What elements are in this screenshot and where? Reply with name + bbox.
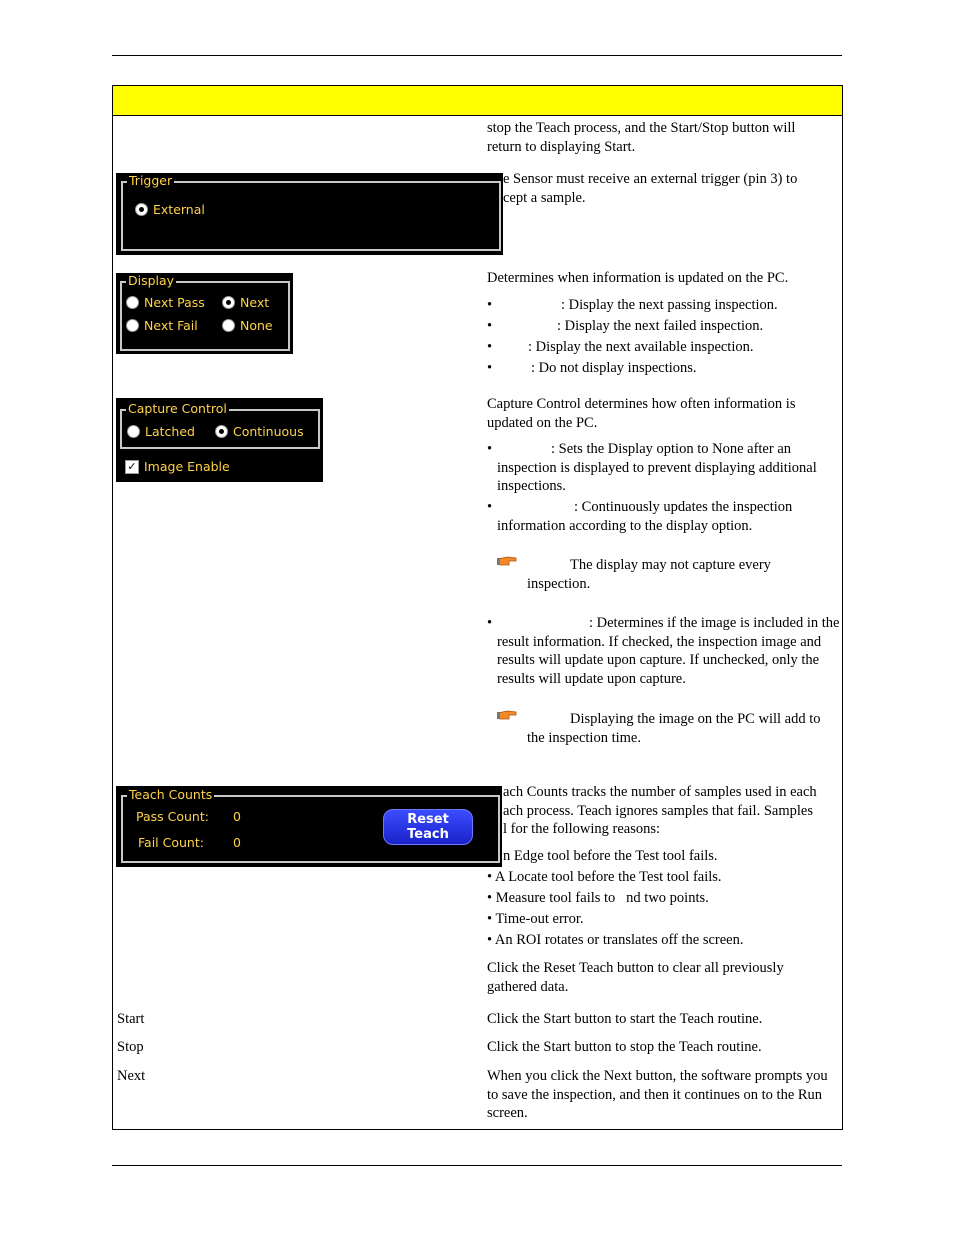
pass-count-value: 0 xyxy=(233,809,241,824)
capture-bullet-dot: • xyxy=(487,499,493,515)
display-bullet-dot: • xyxy=(487,318,493,334)
display-group-title: Display xyxy=(128,273,175,288)
teach-counts-desc-line-1: ach Counts tracks the number of samples used in each xyxy=(503,784,817,800)
image-enable-label: Image Enable xyxy=(144,459,230,474)
capture-latched-label: Latched xyxy=(145,424,195,439)
display-none-radio[interactable] xyxy=(222,319,235,332)
stop-desc: Click the Start button to stop the Teach routine. xyxy=(487,1039,762,1055)
pass-count-label: Pass Count: xyxy=(136,809,209,824)
display-next-label: Next xyxy=(240,295,270,310)
capture-control-panel xyxy=(116,398,323,482)
teach-counts-panel xyxy=(116,786,502,867)
capture-continuous-radio[interactable] xyxy=(215,425,228,438)
capture-control-group-title: Capture Control xyxy=(128,401,227,416)
display-intro: Determines when information is updated on the PC. xyxy=(487,270,789,286)
display-none-label: None xyxy=(240,318,273,333)
image-enable-checkbox[interactable]: ✓ xyxy=(125,460,139,474)
reset-teach-note: Click the Reset Teach button to clear all previously gathered data. xyxy=(487,960,784,995)
display-bullet-dot: • xyxy=(487,339,493,355)
display-next-pass-label: Next Pass xyxy=(144,295,205,310)
capture-continuous-desc: : Continuously updates the inspection information according to the display option. xyxy=(497,499,793,534)
reset-teach-button[interactable] xyxy=(383,809,473,845)
display-bullet-4: : Do not display inspections. xyxy=(531,360,697,376)
display-next-radio[interactable] xyxy=(222,296,235,309)
trigger-desc-line-2: cept a sample. xyxy=(503,190,586,206)
display-panel xyxy=(116,273,293,354)
start-label: Start xyxy=(117,1011,145,1027)
next-label: Next xyxy=(117,1068,146,1084)
pointing-hand-icon xyxy=(497,707,517,721)
capture-bullet-dot: • xyxy=(487,615,493,631)
trigger-panel xyxy=(116,173,503,255)
trigger-external-radio[interactable] xyxy=(135,203,148,216)
fail-count-label: Fail Count: xyxy=(138,835,204,850)
image-enable-desc: : Determines if the image is included in the result information. If checked, the inspection image and results will update upon capture. If unchecked, only the results will update upon capture. xyxy=(497,615,840,688)
teach-status-text: stop the Teach process, and the Start/Stop button will return to displaying Start. xyxy=(487,120,796,155)
capture-intro: Capture Control determines how often information is updated on the PC. xyxy=(487,396,796,431)
next-desc: When you click the Next button, the software prompts you to save the inspection, and then it continues on to the Run screen. xyxy=(487,1068,828,1122)
teach-counts-bullet-4: • Time-out error. xyxy=(487,911,584,927)
stop-label: Stop xyxy=(117,1039,144,1055)
pointing-hand-icon xyxy=(497,553,517,567)
reset-teach-button-line-2: Teach xyxy=(407,827,449,842)
display-bullet-dot: • xyxy=(487,297,493,313)
trigger-group-title: Trigger xyxy=(129,173,173,188)
display-next-fail-radio[interactable] xyxy=(126,319,139,332)
teach-counts-desc-line-2: ach process. Teach ignores samples that fail. Samples xyxy=(503,803,813,819)
trigger-desc-line-1: e Sensor must receive an external trigger (pin 3) to xyxy=(503,171,798,187)
display-next-pass-radio[interactable] xyxy=(126,296,139,309)
footer-rule xyxy=(112,1165,842,1166)
teach-counts-bullet-5: • An ROI rotates or translates off the screen. xyxy=(487,932,744,948)
capture-bullet-dot: • xyxy=(487,441,493,457)
teach-counts-bullet-3: • Measure tool fails to nd two points. xyxy=(487,890,709,906)
capture-continuous-label: Continuous xyxy=(233,424,304,439)
fail-count-value: 0 xyxy=(233,835,241,850)
display-bullet-3: : Display the next available inspection. xyxy=(528,339,754,355)
teach-counts-group-title: Teach Counts xyxy=(129,787,213,802)
display-bullet-1: : Display the next passing inspection. xyxy=(561,297,778,313)
header-rule xyxy=(112,55,842,56)
reset-teach-button-line-1: Reset xyxy=(407,812,449,827)
table-header-bar xyxy=(113,86,842,116)
capture-note-1: The display may not capture every inspection. xyxy=(527,557,771,592)
capture-note-2: Displaying the image on the PC will add to the inspection time. xyxy=(527,711,821,746)
trigger-external-label: External xyxy=(153,202,205,217)
start-desc: Click the Start button to start the Teach routine. xyxy=(487,1011,763,1027)
capture-latched-desc: : Sets the Display option to None after an inspection is displayed to prevent displaying additional inspections. xyxy=(497,441,817,495)
teach-counts-bullet-2: • A Locate tool before the Test tool fails. xyxy=(487,869,722,885)
display-group xyxy=(120,273,290,351)
capture-latched-radio[interactable] xyxy=(127,425,140,438)
display-next-fail-label: Next Fail xyxy=(144,318,198,333)
teach-counts-desc-line-3: l for the following reasons: xyxy=(503,821,661,837)
teach-counts-bullet-1: n Edge tool before the Test tool fails. xyxy=(503,848,718,864)
display-bullet-2: : Display the next failed inspection. xyxy=(557,318,764,334)
display-bullet-dot: • xyxy=(487,360,493,376)
